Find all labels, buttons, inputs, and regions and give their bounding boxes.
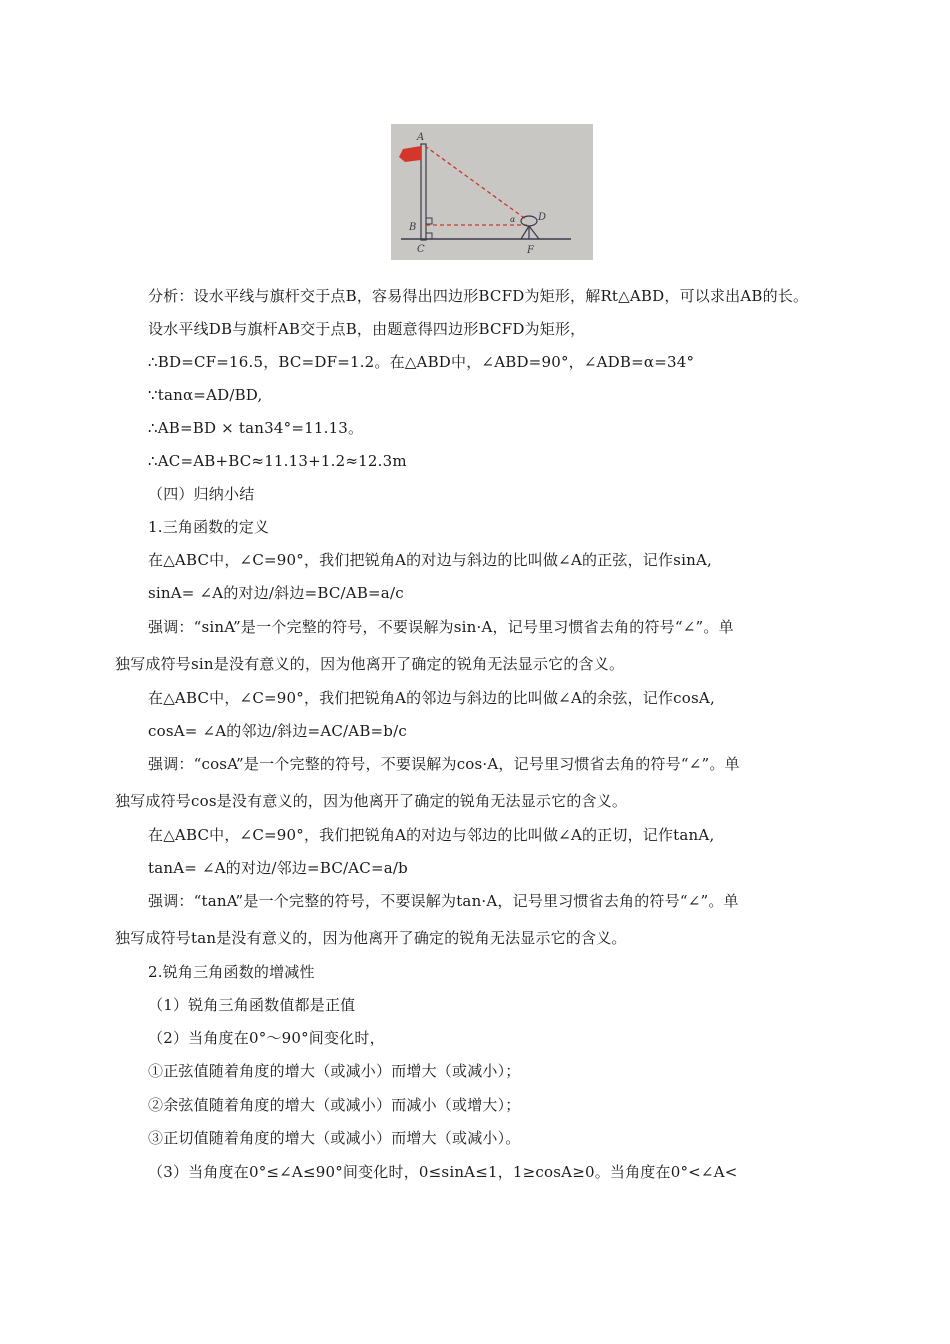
label-alpha: α	[510, 215, 516, 224]
right-angle-b	[426, 218, 432, 224]
flagpole-diagram	[391, 124, 593, 260]
formula-line: sinA= ∠A的对边/斜边=BC/AB=a/c	[148, 584, 404, 602]
subsection-heading: 1.三角函数的定义	[148, 518, 270, 536]
flag	[399, 146, 421, 162]
text-line: 强调：“sinA”是一个完整的符号，不要误解为sin·A，记号里习惯省去角的符号“∠”。单	[148, 618, 734, 636]
text-line: 在△ABC中，∠C=90°，我们把锐角A的对边与邻边的比叫做∠A的正切，记作tanA,	[148, 826, 715, 844]
text-line: ∵tanα=AD/BD,	[148, 386, 263, 404]
label-c: C	[417, 244, 425, 255]
text-line: （2）当角度在0°～90°间变化时，	[148, 1029, 385, 1047]
label-d: D	[538, 212, 547, 223]
list-item: ③正切值随着角度的增大（或减小）而增大（或减小）。	[148, 1129, 521, 1147]
text-line: （1）锐角三角函数值都是正值	[148, 996, 356, 1014]
text-line: 强调：“tanA”是一个完整的符号，不要误解为tan·A，记号里习惯省去角的符号“∠”。单	[148, 892, 739, 910]
formula-line: cosA= ∠A的邻边/斜边=AC/AB=b/c	[148, 722, 407, 740]
tripod-leg-left	[521, 226, 529, 239]
text-line: 分析：设水平线与旗杆交于点B，容易得出四边形BCFD为矩形，解Rt△ABD，可以求出AB的长。	[148, 287, 809, 305]
right-angle-c	[426, 233, 432, 239]
label-b: B	[409, 222, 417, 233]
subsection-heading: 2.锐角三角函数的增减性	[148, 963, 315, 981]
text-line: 独写成符号cos是没有意义的，因为他离开了确定的锐角无法显示它的含义。	[115, 792, 628, 810]
list-item: ①正弦值随着角度的增大（或减小）而增大（或减小）；	[148, 1062, 521, 1080]
text-line: 独写成符号sin是没有意义的，因为他离开了确定的锐角无法显示它的含义。	[115, 655, 625, 673]
text-line: 在△ABC中，∠C=90°，我们把锐角A的对边与斜边的比叫做∠A的正弦，记作sinA,	[148, 551, 712, 569]
list-item: ②余弦值随着角度的增大（或减小）而减小（或增大）；	[148, 1096, 521, 1114]
text-line: ∴AC=AB+BC≈11.13+1.2≈12.3m	[148, 452, 407, 470]
text-line: 独写成符号tan是没有意义的，因为他离开了确定的锐角无法显示它的含义。	[115, 929, 627, 947]
flagpole	[421, 144, 426, 240]
sight-line-ad	[425, 146, 527, 220]
text-line: 在△ABC中，∠C=90°，我们把锐角A的邻边与斜边的比叫做∠A的余弦，记作cosA,	[148, 689, 715, 707]
text-line: （3）当角度在0°≤∠A≤90°间变化时，0≤sinA≤1，1≥cosA≥0。当角度在0°<∠A<	[148, 1163, 738, 1181]
flagpole-figure	[391, 124, 593, 260]
formula-line: tanA= ∠A的对边/邻边=BC/AC=a/b	[148, 859, 408, 877]
tripod-leg-right	[529, 226, 539, 239]
label-a: A	[417, 132, 425, 143]
section-heading: （四）归纳小结	[148, 485, 255, 503]
text-line: 设水平线DB与旗杆AB交于点B，由题意得四边形BCFD为矩形，	[148, 320, 586, 338]
text-line: ∴AB=BD × tan34°=11.13。	[148, 419, 364, 437]
text-line: ∴BD=CF=16.5，BC=DF=1.2。在△ABD中，∠ABD=90°，∠ADB=α=34°	[148, 353, 695, 371]
text-line: 强调：“cosA”是一个完整的符号，不要误解为cos·A，记号里习惯省去角的符号“∠”。单	[148, 755, 740, 773]
label-f: F	[527, 245, 534, 256]
instrument-head	[521, 216, 537, 226]
